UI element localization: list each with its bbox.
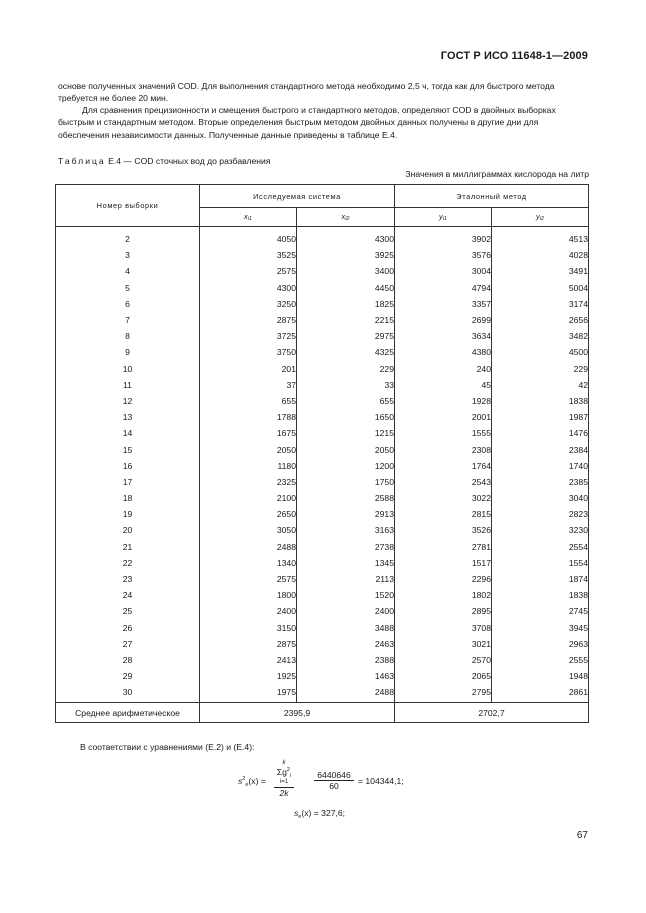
value-cell: 3945	[492, 620, 589, 636]
value-cell: 2388	[297, 652, 395, 668]
value-cell: 1764	[395, 458, 492, 474]
value-cell: 1740	[492, 458, 589, 474]
value-cell: 2555	[492, 652, 589, 668]
table-row	[56, 227, 589, 248]
value-cell: 4050	[200, 227, 297, 248]
value-cell: 2815	[395, 506, 492, 522]
page-number: 67	[576, 830, 588, 841]
value-cell: 2875	[200, 636, 297, 652]
sample-number-cell: 7	[56, 312, 200, 328]
table-row	[56, 620, 589, 636]
formula-variance-sum-fraction: k $\Sigma g^2_i$ i=1 2k	[274, 760, 294, 798]
table-caption	[58, 156, 270, 166]
value-cell: 1975	[200, 684, 297, 703]
sample-number-cell: 12	[56, 393, 200, 409]
sample-number-cell: 11	[56, 377, 200, 393]
value-cell: 3250	[200, 296, 297, 312]
value-cell: 1838	[492, 587, 589, 603]
value-cell: 2875	[200, 312, 297, 328]
value-cell: 3004	[395, 263, 492, 279]
value-cell: 1838	[492, 393, 589, 409]
value-cell: 1750	[297, 474, 395, 490]
value-cell: 2861	[492, 684, 589, 703]
sample-number-cell: 9	[56, 344, 200, 360]
value-cell: 1825	[297, 296, 395, 312]
formula-variance	[238, 760, 438, 800]
table-row	[56, 409, 589, 425]
value-cell: 2575	[200, 263, 297, 279]
value-cell: 655	[297, 393, 395, 409]
value-cell: 2215	[297, 312, 395, 328]
sample-number-cell: 8	[56, 328, 200, 344]
value-cell: 45	[395, 377, 492, 393]
value-cell: 5004	[492, 280, 589, 296]
table-row	[56, 361, 589, 377]
value-cell: 4513	[492, 227, 589, 248]
value-cell: 229	[492, 361, 589, 377]
sample-number-cell: 21	[56, 539, 200, 555]
table-row	[56, 393, 589, 409]
value-cell: 3174	[492, 296, 589, 312]
footer-mean-label: Среднее арифметическое	[56, 703, 200, 723]
table-row	[56, 684, 589, 703]
sample-number-cell: 15	[56, 441, 200, 457]
header-y-i2: yi2	[492, 208, 589, 227]
value-cell: 2823	[492, 506, 589, 522]
value-cell: 1948	[492, 668, 589, 684]
value-cell: 1788	[200, 409, 297, 425]
value-cell: 3526	[395, 522, 492, 538]
sample-number-cell: 25	[56, 603, 200, 619]
table-row	[56, 296, 589, 312]
value-cell: 1928	[395, 393, 492, 409]
value-cell: 3708	[395, 620, 492, 636]
value-cell: 2570	[395, 652, 492, 668]
value-cell: 655	[200, 393, 297, 409]
value-cell: 4794	[395, 280, 492, 296]
header-reference-method: Эталонный метод	[395, 185, 589, 208]
value-cell: 2384	[492, 441, 589, 457]
paragraph-2: Для сравнения прецизионности и смещения быстрого и стандартного методов, определяют COD в двойных выборках быстрым и стандартным методом. Вторые определения быстрым методом двойных данных получены в другие дни для обеспечения независимости данных. Полученные данные приведены в таблице Е.4.	[58, 105, 556, 140]
sample-number-cell: 2	[56, 227, 200, 248]
sample-number-cell: 24	[56, 587, 200, 603]
value-cell: 2050	[200, 441, 297, 457]
value-cell: 2781	[395, 539, 492, 555]
sample-number-cell: 4	[56, 263, 200, 279]
value-cell: 2308	[395, 441, 492, 457]
sample-number-cell: 19	[56, 506, 200, 522]
value-cell: 3525	[200, 247, 297, 263]
table-row	[56, 247, 589, 263]
table-row	[56, 668, 589, 684]
table-row	[56, 441, 589, 457]
sample-number-cell: 23	[56, 571, 200, 587]
table-row	[56, 652, 589, 668]
table-units-note: Значения в миллиграммах кислорода на литр	[405, 169, 589, 179]
value-cell: 1987	[492, 409, 589, 425]
value-cell: 3576	[395, 247, 492, 263]
cod-table	[55, 184, 589, 723]
formula-std-dev: $s_e(x) = 327,6$;	[294, 808, 346, 820]
value-cell: 2488	[200, 539, 297, 555]
table-row	[56, 263, 589, 279]
formula-variance-numeric-fraction: 6440646 60	[314, 770, 354, 791]
value-cell: 33	[297, 377, 395, 393]
value-cell: 2325	[200, 474, 297, 490]
sample-number-cell: 28	[56, 652, 200, 668]
value-cell: 1800	[200, 587, 297, 603]
value-cell: 1555	[395, 425, 492, 441]
value-cell: 3725	[200, 328, 297, 344]
table-row	[56, 506, 589, 522]
value-cell: 2963	[492, 636, 589, 652]
sample-number-cell: 16	[56, 458, 200, 474]
table-row	[56, 603, 589, 619]
value-cell: 2699	[395, 312, 492, 328]
value-cell: 3400	[297, 263, 395, 279]
value-cell: 1520	[297, 587, 395, 603]
table-row	[56, 280, 589, 296]
sample-number-cell: 22	[56, 555, 200, 571]
footer-test-mean: 2395,9	[200, 703, 395, 723]
value-cell: 2385	[492, 474, 589, 490]
value-cell: 2543	[395, 474, 492, 490]
value-cell: 1463	[297, 668, 395, 684]
value-cell: 2296	[395, 571, 492, 587]
value-cell: 4325	[297, 344, 395, 360]
value-cell: 3925	[297, 247, 395, 263]
footer-ref-mean: 2702,7	[395, 703, 589, 723]
value-cell: 2001	[395, 409, 492, 425]
table-caption-label: Таблица	[58, 156, 106, 166]
value-cell: 1517	[395, 555, 492, 571]
value-cell: 2100	[200, 490, 297, 506]
value-cell: 3902	[395, 227, 492, 248]
value-cell: 2413	[200, 652, 297, 668]
formula-variance-lhs: $s^2_e(x)$ =	[238, 776, 266, 788]
value-cell: 42	[492, 377, 589, 393]
table-row	[56, 474, 589, 490]
value-cell: 3491	[492, 263, 589, 279]
table-row	[56, 425, 589, 441]
table-row	[56, 522, 589, 538]
value-cell: 3634	[395, 328, 492, 344]
value-cell: 1215	[297, 425, 395, 441]
value-cell: 2065	[395, 668, 492, 684]
header-sample-number: Номер выборки	[56, 185, 200, 227]
value-cell: 2554	[492, 539, 589, 555]
value-cell: 2895	[395, 603, 492, 619]
value-cell: 229	[297, 361, 395, 377]
value-cell: 3357	[395, 296, 492, 312]
value-cell: 2050	[297, 441, 395, 457]
sample-number-cell: 26	[56, 620, 200, 636]
sample-number-cell: 10	[56, 361, 200, 377]
value-cell: 4380	[395, 344, 492, 360]
value-cell: 2650	[200, 506, 297, 522]
formula-variance-result: = 104344,1;	[358, 776, 404, 786]
value-cell: 3040	[492, 490, 589, 506]
sample-number-cell: 27	[56, 636, 200, 652]
header-x-i1: xi1	[200, 208, 297, 227]
value-cell: 1476	[492, 425, 589, 441]
sample-number-cell: 13	[56, 409, 200, 425]
value-cell: 4300	[200, 280, 297, 296]
value-cell: 3230	[492, 522, 589, 538]
header-test-system: Исследуемая система	[200, 185, 395, 208]
value-cell: 2400	[200, 603, 297, 619]
table-row	[56, 377, 589, 393]
value-cell: 1554	[492, 555, 589, 571]
value-cell: 2795	[395, 684, 492, 703]
value-cell: 2913	[297, 506, 395, 522]
value-cell: 2656	[492, 312, 589, 328]
value-cell: 3150	[200, 620, 297, 636]
value-cell: 3488	[297, 620, 395, 636]
value-cell: 1802	[395, 587, 492, 603]
header-y-i1: yi1	[395, 208, 492, 227]
value-cell: 3050	[200, 522, 297, 538]
value-cell: 2113	[297, 571, 395, 587]
value-cell: 1180	[200, 458, 297, 474]
equations-intro: В соответствии с уравнениями (Е.2) и (Е.4):	[80, 742, 255, 752]
sample-number-cell: 18	[56, 490, 200, 506]
sample-number-cell: 30	[56, 684, 200, 703]
value-cell: 4028	[492, 247, 589, 263]
value-cell: 4300	[297, 227, 395, 248]
sample-number-cell: 29	[56, 668, 200, 684]
value-cell: 1925	[200, 668, 297, 684]
value-cell: 2488	[297, 684, 395, 703]
value-cell: 3482	[492, 328, 589, 344]
value-cell: 240	[395, 361, 492, 377]
table-row	[56, 458, 589, 474]
table-row	[56, 490, 589, 506]
value-cell: 1650	[297, 409, 395, 425]
sample-number-cell: 17	[56, 474, 200, 490]
sample-number-cell: 5	[56, 280, 200, 296]
value-cell: 1675	[200, 425, 297, 441]
table-row	[56, 539, 589, 555]
sample-number-cell: 6	[56, 296, 200, 312]
table-row	[56, 555, 589, 571]
value-cell: 2400	[297, 603, 395, 619]
value-cell: 2463	[297, 636, 395, 652]
table-row	[56, 312, 589, 328]
table-row	[56, 328, 589, 344]
value-cell: 3750	[200, 344, 297, 360]
header-x-i2: xi2	[297, 208, 395, 227]
value-cell: 4450	[297, 280, 395, 296]
paragraph-1: основе полученных значений COD. Для выполнения стандартного метода необходимо 2,5 ч, тогда как для быстрого метода требуется не более 20 мин.	[58, 81, 555, 104]
value-cell: 2745	[492, 603, 589, 619]
value-cell: 1200	[297, 458, 395, 474]
value-cell: 2575	[200, 571, 297, 587]
value-cell: 201	[200, 361, 297, 377]
value-cell: 4500	[492, 344, 589, 360]
sample-number-cell: 20	[56, 522, 200, 538]
value-cell: 2588	[297, 490, 395, 506]
table-row	[56, 636, 589, 652]
table-body	[56, 227, 589, 703]
table-row	[56, 587, 589, 603]
value-cell: 1345	[297, 555, 395, 571]
value-cell: 2738	[297, 539, 395, 555]
value-cell: 1874	[492, 571, 589, 587]
table-row	[56, 344, 589, 360]
sample-number-cell: 3	[56, 247, 200, 263]
value-cell: 3021	[395, 636, 492, 652]
table-row	[56, 571, 589, 587]
document-header: ГОСТ Р ИСО 11648-1—2009	[440, 50, 588, 62]
value-cell: 2975	[297, 328, 395, 344]
value-cell: 37	[200, 377, 297, 393]
value-cell: 3022	[395, 490, 492, 506]
value-cell: 1340	[200, 555, 297, 571]
value-cell: 3163	[297, 522, 395, 538]
table-caption-text: Е.4 — COD сточных вод до разбавления	[105, 156, 271, 166]
sample-number-cell: 14	[56, 425, 200, 441]
